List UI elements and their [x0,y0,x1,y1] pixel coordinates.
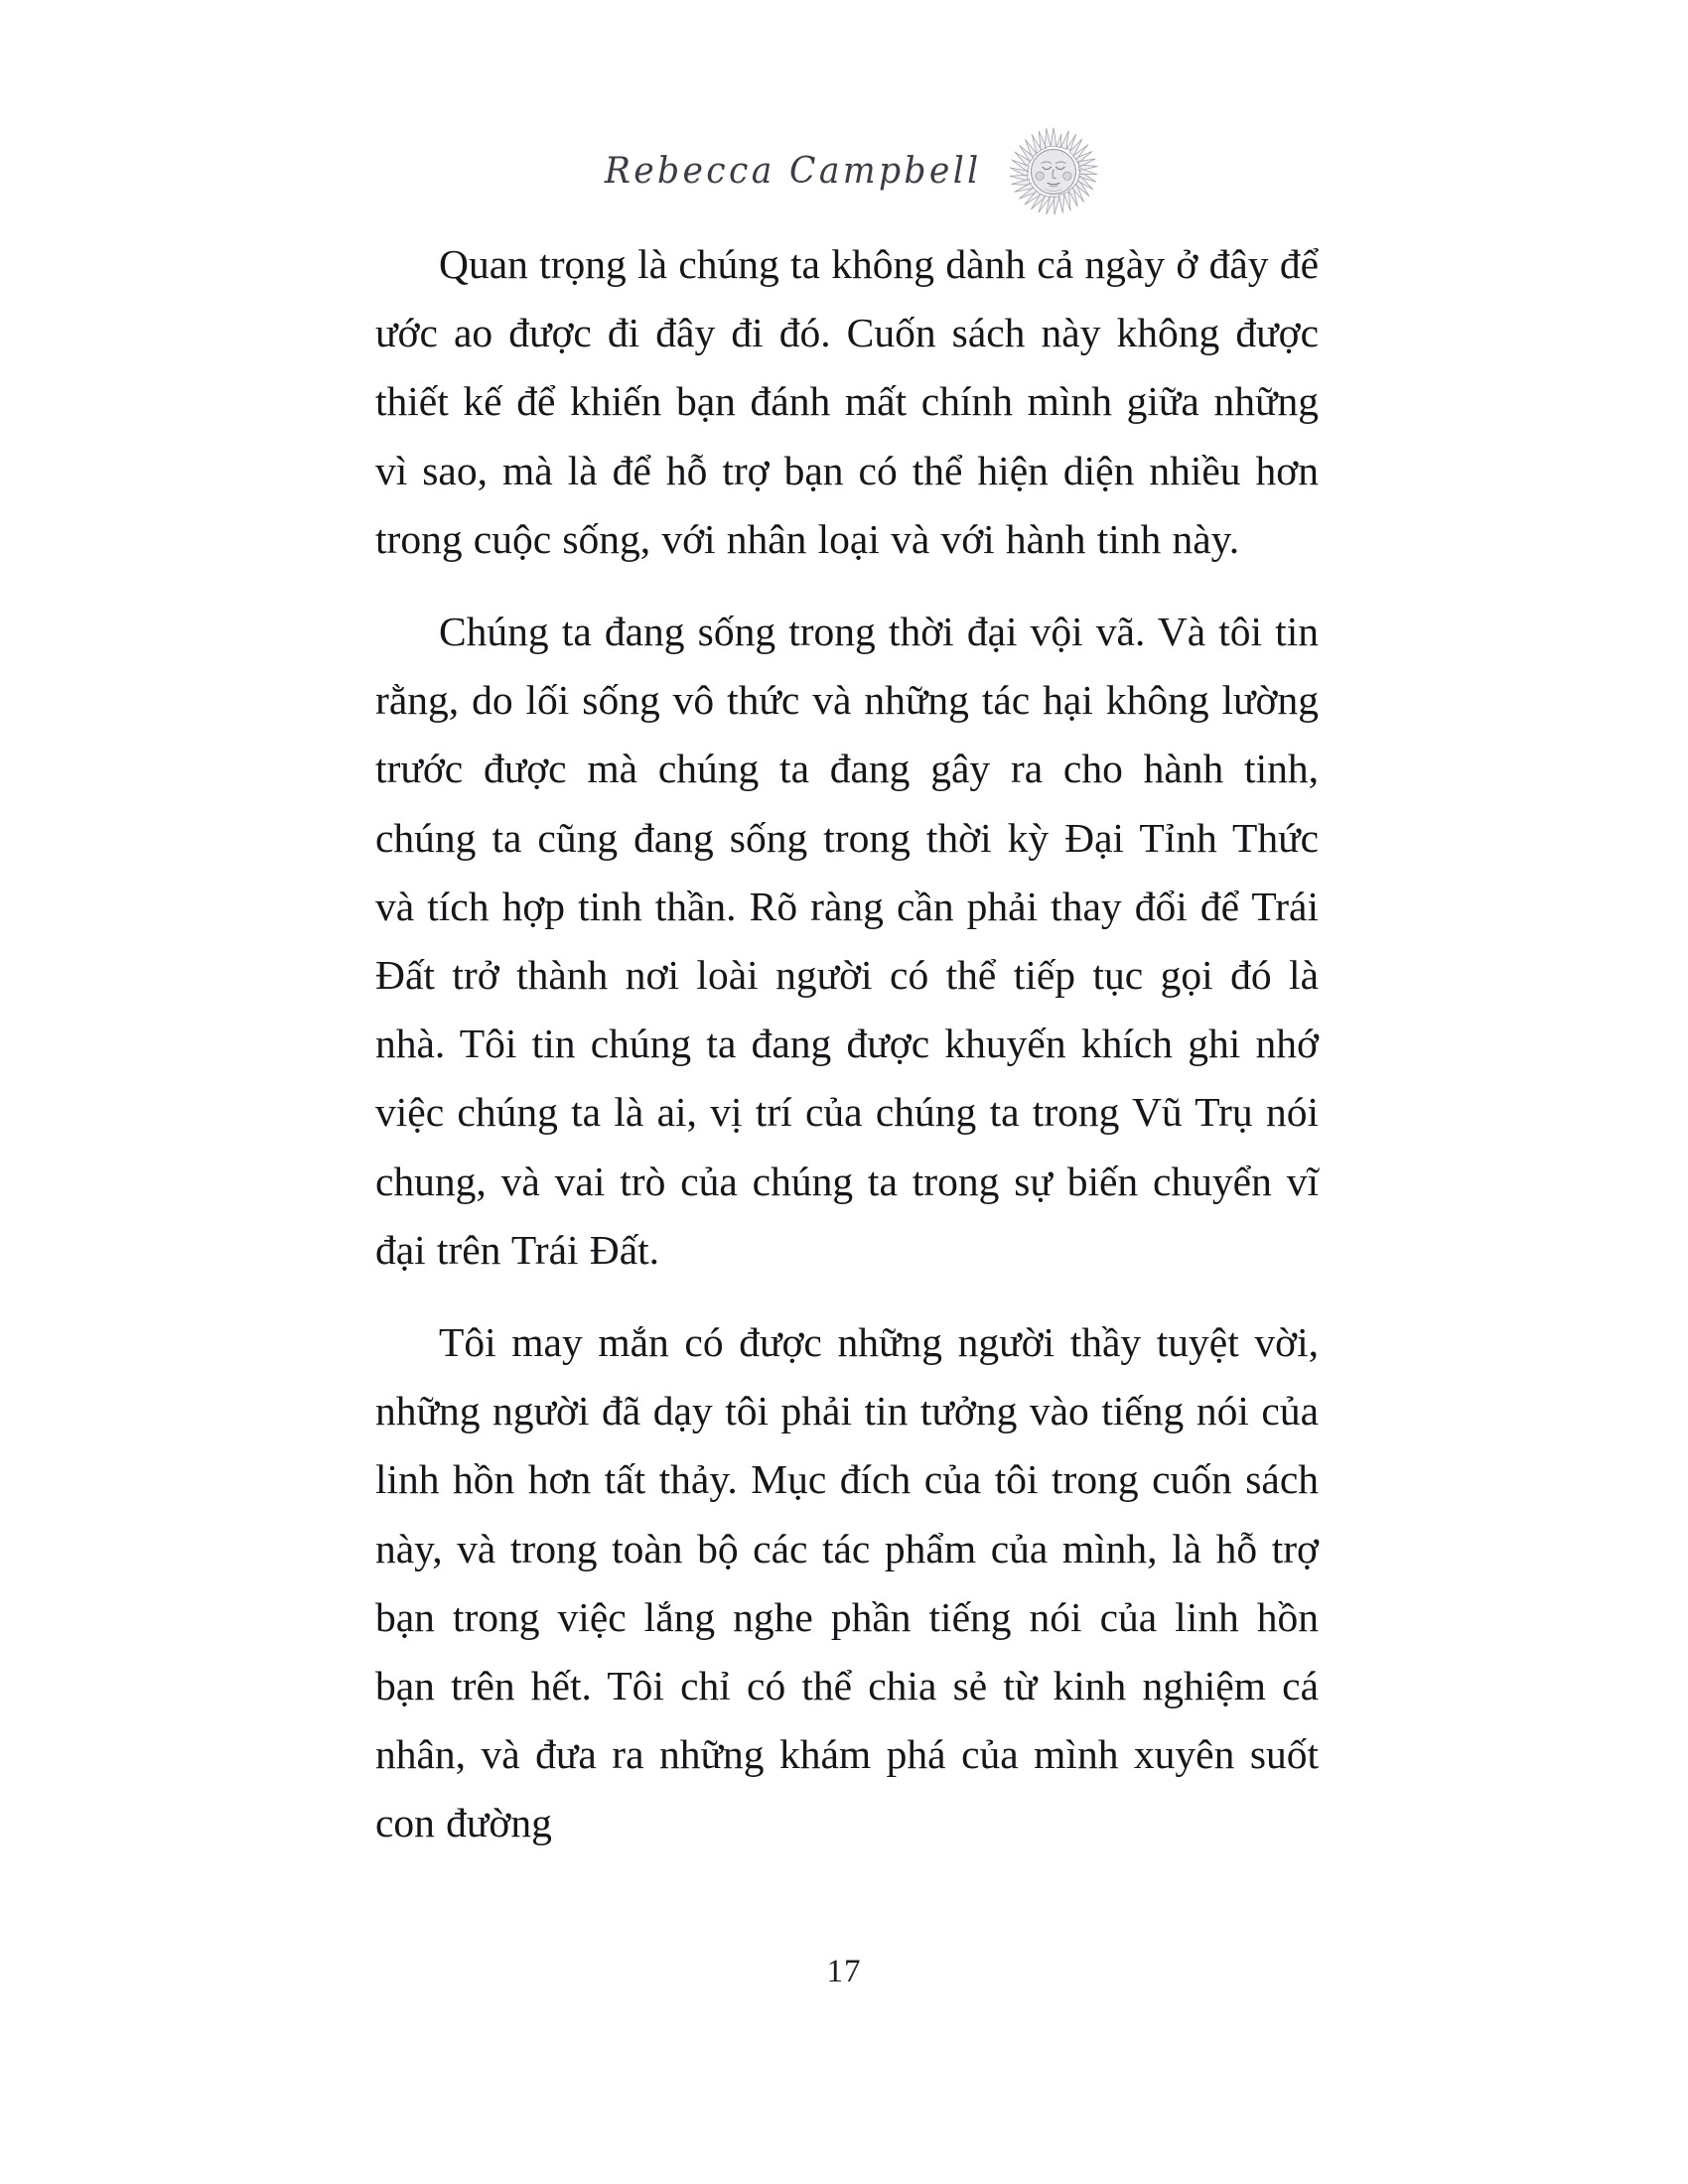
paragraph: Tôi may mắn có được những người thầy tuyệt vời, những người đã dạy tôi phải tin tưởng vào tiếng nói của linh hồn hơn tất thảy. Mục đích của tôi trong cuốn sách này, và trong toàn bộ các tác phẩm của mình, là hỗ trợ bạn trong việc lắng nghe phần tiếng nói của linh hồn bạn trên hết. Tôi chỉ có thể chia sẻ từ kinh nghiệm cá nhân, và đưa ra những khám phá của mình xuyên suốt con đường [375,1319,1319,1846]
running-header-author-name: Rebecca Campbell [605,151,982,192]
paragraph: Quan trọng là chúng ta không dành cả ngày ở đây để ước ao được đi đây đi đó. Cuốn sách này không được thiết kế để khiến bạn đánh mất chính mình giữa những vì sao, mà là để hỗ trợ bạn có thể hiện diện nhiều hơn trong cuộc sống, với nhân loại và với hành tinh này. [375,241,1319,562]
sun-face-ornament-icon [1008,126,1099,217]
page-number: 17 [826,1954,862,1989]
body-text-block [375,230,1319,1858]
paragraph: Chúng ta đang sống trong thời đại vội vã. Và tôi tin rằng, do lối sống vô thức và những tác hại không lường trước được mà chúng ta đang gây ra cho hành tinh, chúng ta cũng đang sống trong thời kỳ Đại Tỉnh Thức và tích hợp tinh thần. Rõ ràng cần phải thay đổi để Trái Đất trở thành nơi loài người có thể tiếp tục gọi đó là nhà. Tôi tin chúng ta đang được khuyến khích ghi nhớ việc chúng ta là ai, vị trí của chúng ta trong Vũ Trụ nói chung, và vai trò của chúng ta trong sự biến chuyển vĩ đại trên Trái Đất. [375,609,1319,1273]
running-header [0,117,1688,226]
